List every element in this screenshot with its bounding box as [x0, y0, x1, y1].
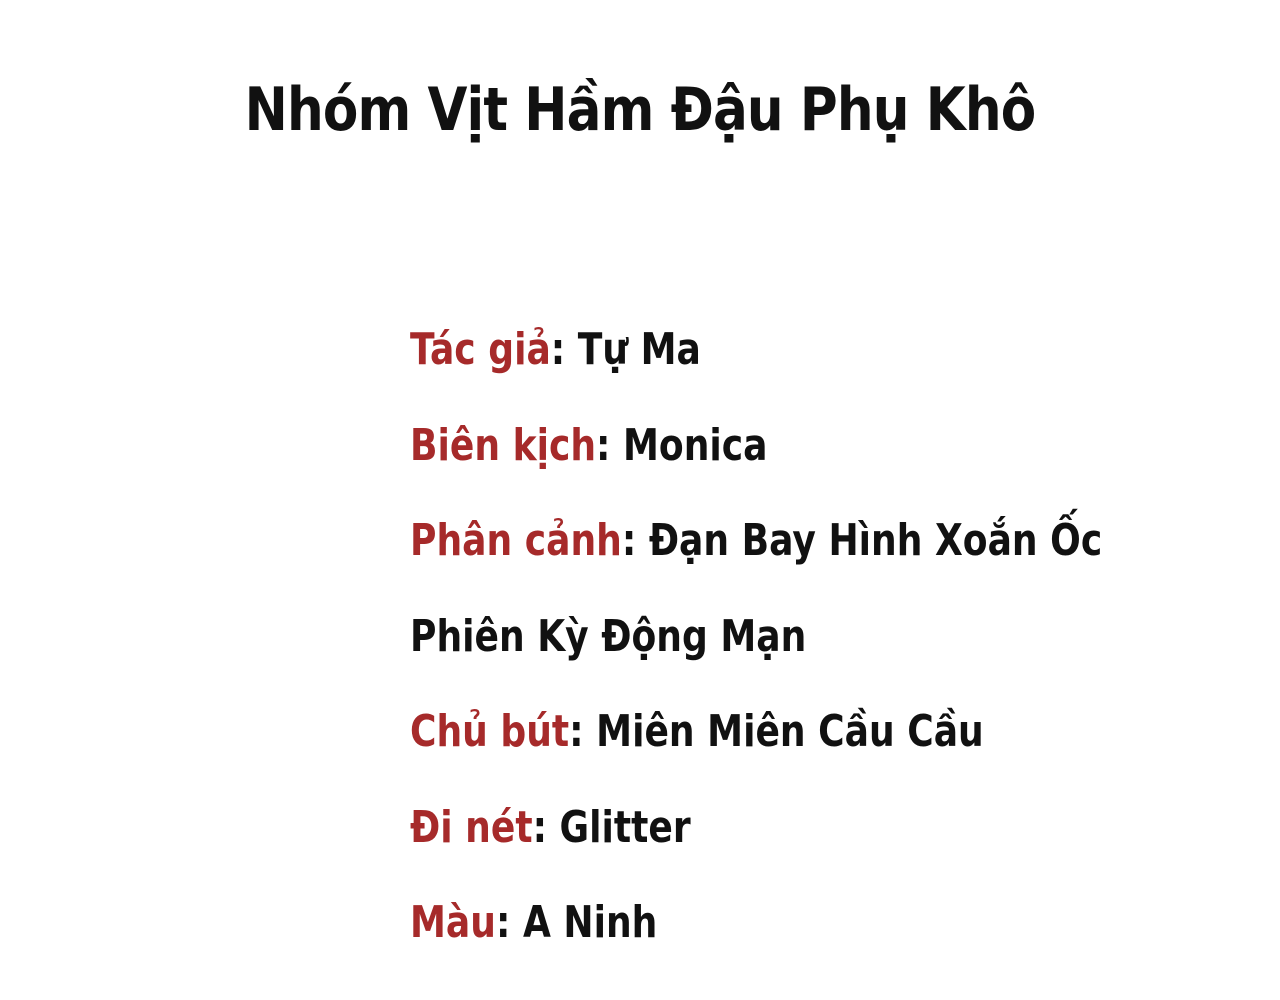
credit-separator: : — [621, 515, 649, 566]
credit-separator: : — [550, 324, 578, 375]
credit-value: Monica — [623, 419, 768, 471]
credit-label: Chủ bút — [410, 706, 570, 757]
credit-value: Glitter — [559, 801, 691, 853]
credit-value: A Ninh — [522, 897, 658, 948]
page-title: Nhóm Vịt Hầm Đậu Phụ Khô — [244, 75, 1036, 145]
credit-separator: : — [532, 801, 560, 853]
credit-line-lineart — [410, 796, 1115, 892]
credit-label: Phân cảnh — [410, 515, 622, 566]
credit-line-storyboard-continued — [410, 605, 1115, 701]
credit-line-scriptwriter — [410, 414, 1115, 510]
credit-label: Đi nét — [410, 801, 533, 853]
credits-list — [410, 318, 1270, 987]
credit-separator: : — [569, 706, 597, 757]
credit-separator: : — [495, 897, 523, 948]
credit-value: Miên Miên Cầu Cầu — [596, 706, 984, 757]
credit-label: Màu — [410, 897, 496, 948]
credit-line-color — [410, 891, 1115, 987]
credit-label: Biên kịch — [410, 419, 597, 471]
credit-line-storyboard — [410, 509, 1115, 605]
credit-separator: : — [596, 419, 624, 471]
credit-line-author — [410, 318, 1115, 414]
credit-line-lead-artist — [410, 700, 1115, 796]
credit-value: Đạn Bay Hình Xoắn Ốc — [648, 515, 1103, 566]
credit-label: Tác giả — [410, 324, 551, 375]
credit-value: Tự Ma — [577, 324, 701, 375]
credit-value: Phiên Kỳ Động Mạn — [410, 610, 807, 662]
